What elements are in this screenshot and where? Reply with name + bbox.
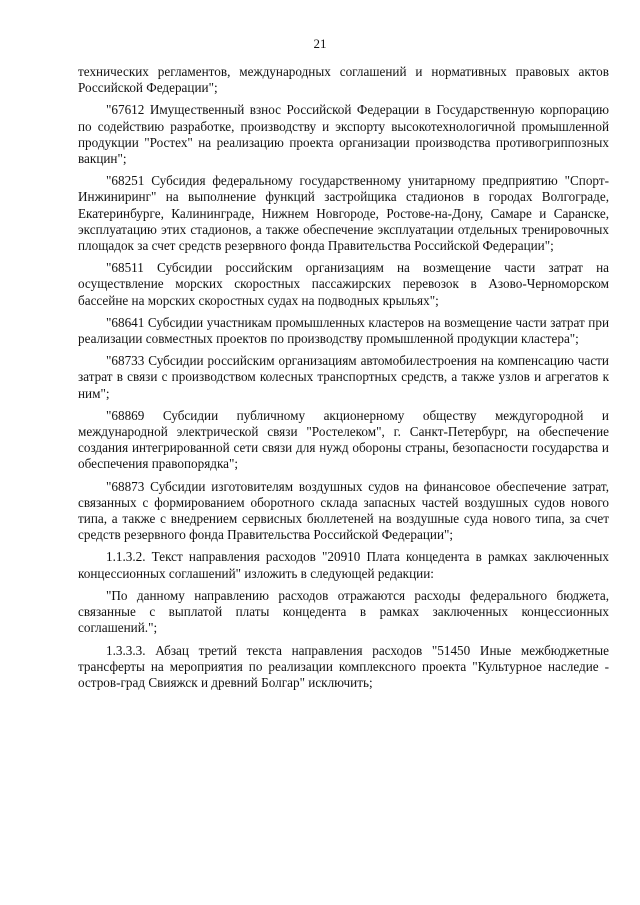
paragraph: 1.3.3.3. Абзац третий текста направления расходов "51450 Иные межбюджетные трансферты на мероприятия по реализации комплексного проекта "Культурное наследие - остров-град Свияжск и древний Болгар" исключить; xyxy=(78,642,609,690)
paragraph: "68733 Субсидии российским организациям автомобилестроения на компенсацию части затрат в связи с производством колесных транспортных средств, а также узлов и агрегатов к ним"; xyxy=(78,353,609,401)
page-number: 21 xyxy=(313,36,327,51)
paragraph: "68511 Субсидии российским организациям на возмещение части затрат на осуществление морских скоростных пассажирских перевозок в Азово-Черноморском бассейне на морских скоростных судах на подводных крыльях"; xyxy=(78,260,609,308)
document-body xyxy=(78,64,609,697)
paragraph: "68873 Субсидии изготовителям воздушных судов на финансовое обеспечение затрат, связанных с формированием оборотного склада запасных частей воздушных судов нового типа, а также с внедрением сервисных бюллетеней на воздушные суда нового типа, за счет средств резервного фонда Правительства Российской Федерации"; xyxy=(78,478,609,543)
paragraph: технических регламентов, международных соглашений и нормативных правовых актов Российской Федерации"; xyxy=(78,64,609,96)
paragraph: "По данному направлению расходов отражаются расходы федерального бюджета, связанные с выплатой платы концедента в рамках заключенных концессионных соглашений."; xyxy=(78,587,609,636)
paragraph: "68869 Субсидии публичному акционерному обществу междугородной и международной электрической связи "Ростелеком", г. Санкт-Петербург, на обеспечение создания интегрированной сети связи для нужд обороны страны, безопасности государства и обеспечения правопорядка"; xyxy=(78,407,609,472)
paragraph: "68251 Субсидия федеральному государственному унитарному предприятию "Спорт-Инжиниринг" на выполнение функций застройщика стадионов в городах Волгограде, Екатеринбурге, Калининграде, Нижнем Новгороде, Ростове-на-Дону, Самаре и Саранске, эксплуатацию этих стадионов, а также обеспечение эксплуатации отдельных тренировочных площадок за счет средств резервного фонда Правительства Российской Федерации"; xyxy=(78,173,609,254)
paragraph: 1.1.3.2. Текст направления расходов "20910 Плата концедента в рамках заключенных концессионных соглашений" изложить в следующей редакции: xyxy=(78,549,609,581)
paragraph: "68641 Субсидии участникам промышленных кластеров на возмещение части затрат при реализации совместных проектов по производству промышленной продукции кластера"; xyxy=(78,314,609,347)
paragraph: "67612 Имущественный взнос Российской Федерации в Государственную корпорацию по содействию разработке, производству и экспорту высокотехнологичной промышленной продукции "Ростех" на реализацию проекта организации производства противогриппозных вакцин"; xyxy=(78,102,609,167)
